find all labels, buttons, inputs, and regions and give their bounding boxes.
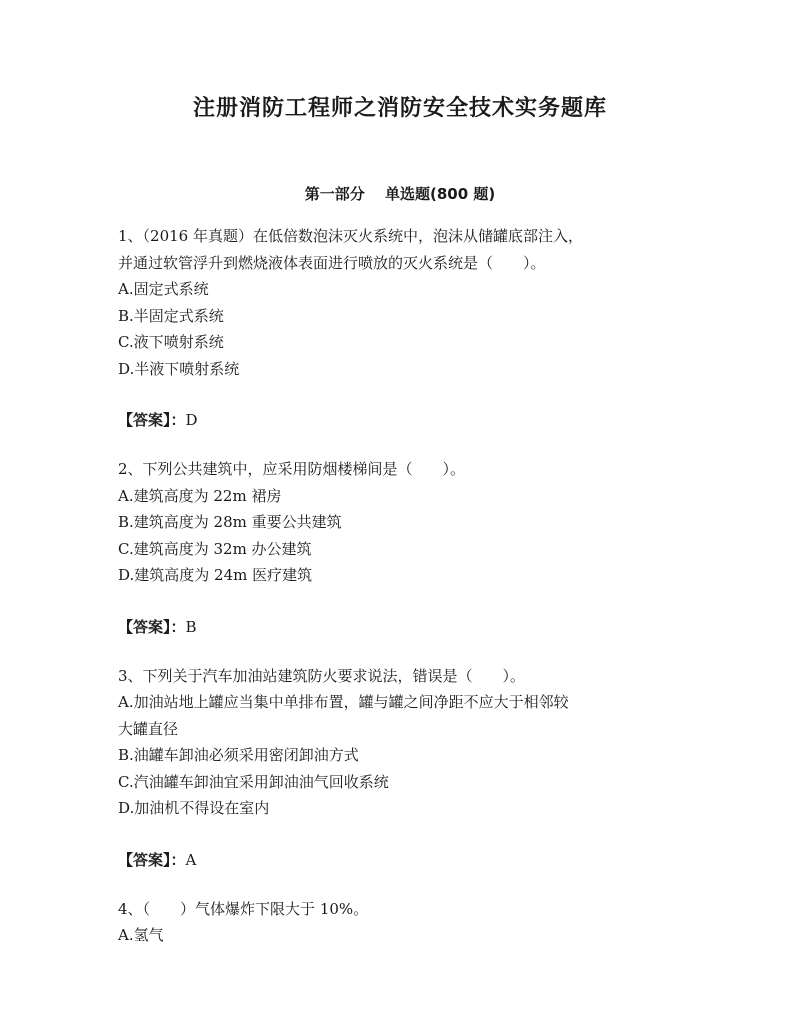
question-4	[118, 896, 678, 949]
answer-label: 【答案】：	[118, 617, 186, 636]
answer-value: A	[185, 850, 197, 869]
option-c: C.液下喷射系统	[118, 333, 224, 351]
answer-line	[118, 614, 678, 640]
question-1	[118, 223, 678, 433]
answer-line	[118, 407, 678, 433]
question-stem: 3、下列关于汽车加油站建筑防火要求说法，错误是（ ）。	[118, 666, 526, 685]
option-b: B.半固定式系统	[118, 306, 224, 325]
answer-line	[118, 847, 678, 873]
option-b: B.油罐车卸油必须采用密闭卸油方式	[118, 746, 359, 764]
option-d: D.半液下喷射系统	[118, 359, 240, 378]
option-a: A.固定式系统	[118, 280, 209, 298]
option-d: D.加油机不得设在室内	[118, 799, 270, 817]
question-list	[118, 223, 678, 949]
document-title: 注册消防工程师之消防安全技术实务题库	[192, 96, 607, 121]
option-b: B.建筑高度为 28m 重要公共建筑	[118, 513, 342, 531]
question-stem: 2、下列公共建筑中，应采用防烟楼梯间是（ ）。	[118, 460, 466, 478]
section-title: 第一部分 单选题(800 题)	[304, 185, 496, 203]
option-c: C.汽油罐车卸油宜采用卸油油气回收系统	[118, 772, 389, 791]
option-c: C.建筑高度为 32m 办公建筑	[118, 539, 312, 558]
question-3	[118, 663, 678, 873]
question-stem: 1、（2016 年真题）在低倍数泡沫灭火系统中，泡沫从储罐底部注入，	[118, 227, 583, 245]
option-d: D.建筑高度为 24m 医疗建筑	[118, 566, 313, 584]
option-a: A.建筑高度为 22m 裙房	[118, 486, 282, 505]
answer-label: 【答案】：	[118, 411, 186, 429]
question-stem: 4、（ ）气体爆炸下限大于 10%。	[118, 899, 369, 918]
question-stem: 并通过软管浮升到燃烧液体表面进行喷放的灭火系统是（ ）。	[118, 253, 546, 272]
answer-value: D	[185, 411, 198, 429]
answer-value: B	[185, 617, 197, 636]
answer-label: 【答案】：	[118, 850, 186, 869]
question-2	[118, 456, 678, 640]
option-a: A.氢气	[118, 926, 164, 944]
option-a-continued: 大罐直径	[118, 719, 179, 738]
option-a: A.加油站地上罐应当集中单排布置，罐与罐之间净距不应大于相邻较	[118, 693, 569, 711]
